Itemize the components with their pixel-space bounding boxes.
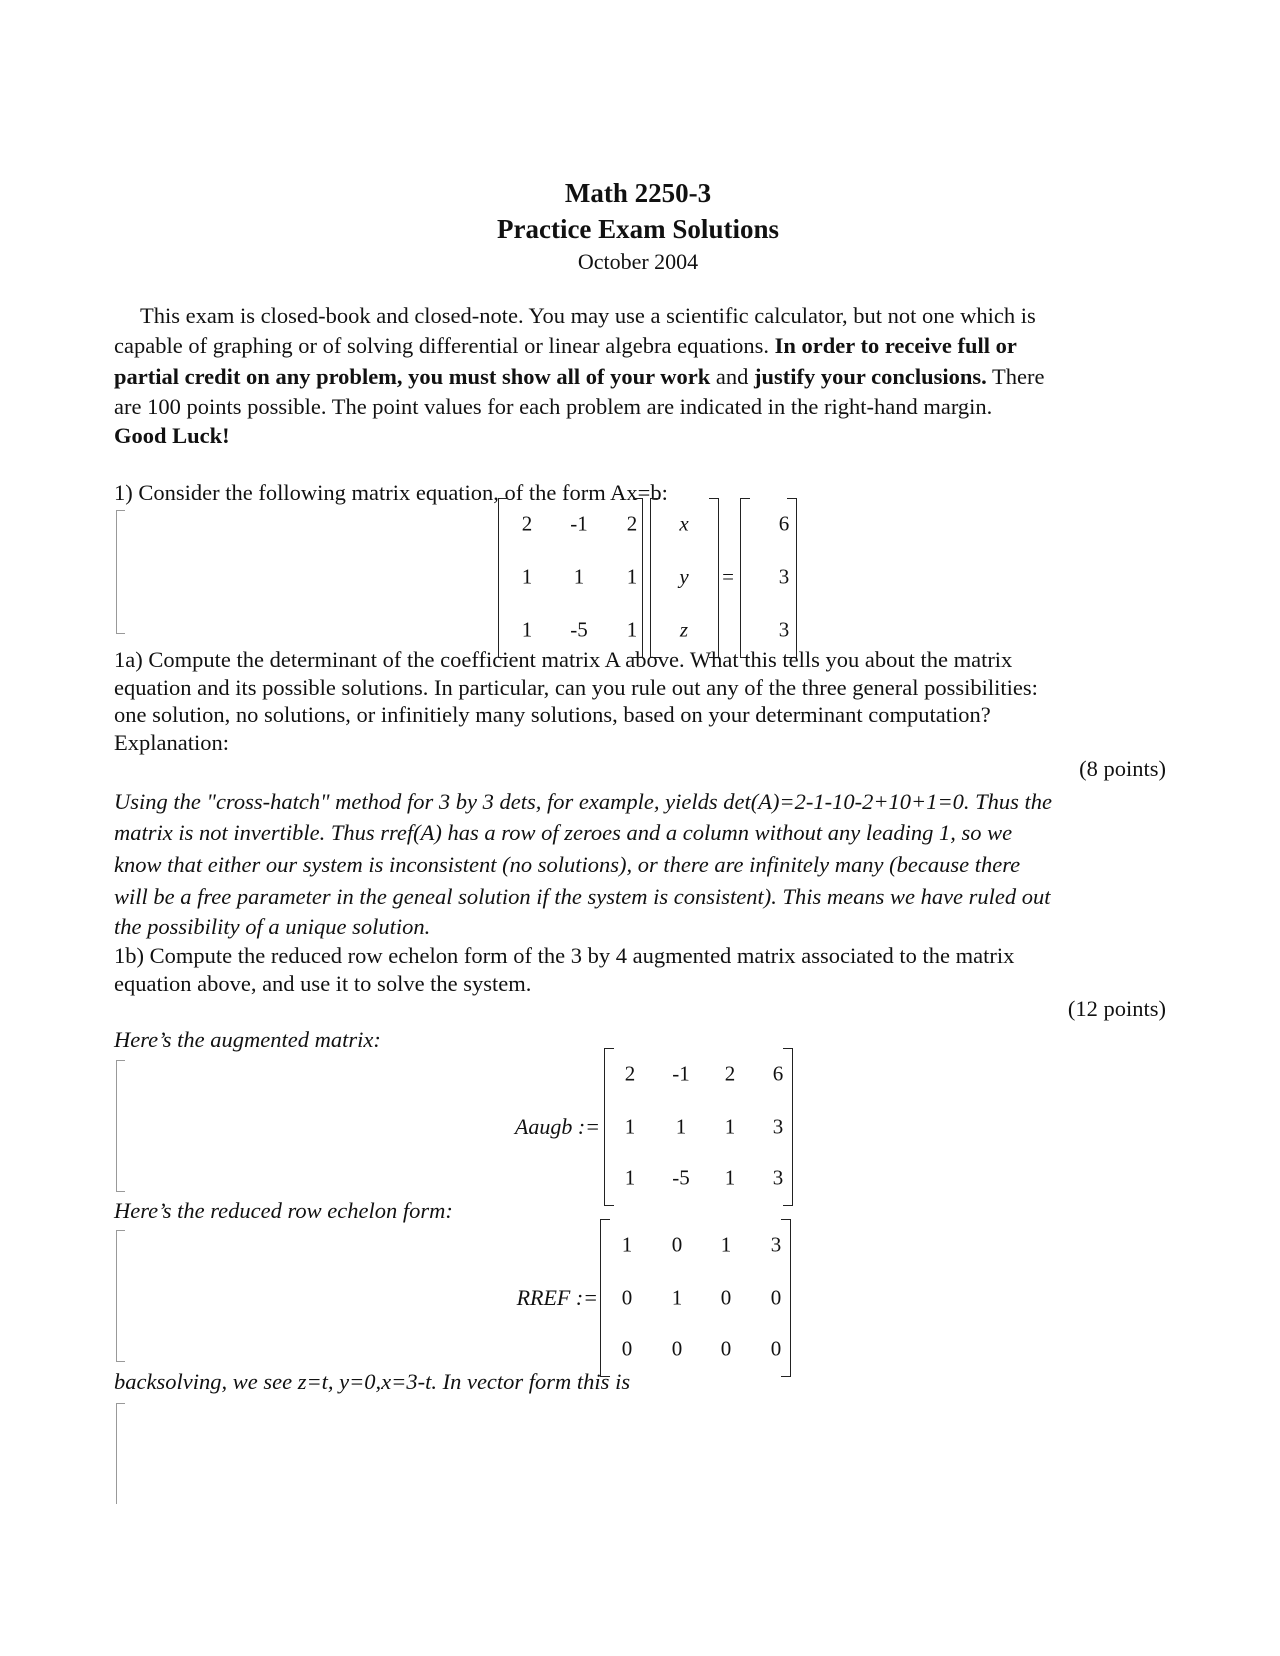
matrix-entry: 3: [778, 564, 790, 589]
points-1b: (12 points): [1067, 996, 1166, 1021]
document-title: Practice Exam Solutions: [497, 214, 779, 244]
intro-line: [114, 362, 1044, 392]
matrix-entry: 0: [671, 1232, 683, 1257]
question-line: Explanation:: [114, 730, 229, 755]
question-line: one solution, no solutions, or infinitiely many solutions, based on your determinant computation?: [114, 702, 991, 727]
question-line: equation above, and use it to solve the system.: [114, 971, 532, 996]
bold-text: partial credit on any problem, you must show all of your work: [114, 364, 711, 389]
answer-line: the possibility of a unique solution.: [114, 914, 431, 939]
matrix-entry: 3: [778, 617, 790, 642]
group-bracket: [116, 510, 125, 634]
matrix-entry: 1: [521, 617, 533, 642]
matrix-entry: 3: [772, 1165, 784, 1190]
matrix-entry: 1: [626, 617, 638, 642]
matrix-entry: 0: [770, 1336, 782, 1361]
matrix-entry: 2: [724, 1061, 736, 1086]
matrix-entry: 1: [724, 1165, 736, 1190]
text: are 100 points possible. The point values for each problem are indicated in the right-hand margin.: [114, 394, 993, 419]
intro-line: [114, 421, 230, 451]
course-title: Math 2250-3: [564, 178, 712, 208]
matrix-entry: -1: [672, 1061, 690, 1086]
matrix-entry: 0: [720, 1336, 732, 1361]
matrix-entry: x: [679, 511, 689, 536]
matrix-entry: 1: [671, 1285, 683, 1310]
answer-line: Using the "cross-hatch" method for 3 by 3 dets, for example, yields det(A)=2-1-10-2+10+1=0. Thus the: [114, 789, 1053, 814]
matrix-entry: z: [679, 617, 689, 642]
rref-intro: Here’s the reduced row echelon form:: [114, 1198, 453, 1223]
matrix-entry: -1: [570, 511, 588, 536]
intro-line: [140, 301, 1036, 331]
matrix-entry: 1: [624, 1114, 636, 1139]
question-line: 1a) Compute the determinant of the coefficient matrix A above. What this tells you about the matrix: [114, 647, 1013, 672]
bold-text: In order to receive full or: [774, 333, 1017, 358]
intro-line: [114, 392, 992, 422]
bracket-left: [740, 498, 750, 658]
matrix-entry: 2: [624, 1061, 636, 1086]
augmented-label: Aaugb :=: [514, 1114, 600, 1139]
answer-line: know that either our system is inconsistent (no solutions), or there are infinitely many (because there: [114, 852, 1021, 877]
matrix-entry: 0: [720, 1285, 732, 1310]
points-1a: (8 points): [1079, 756, 1166, 781]
answer-line: matrix is not invertible. Thus rref(A) has a row of zeroes and a column without any leading 1, so we: [114, 820, 1013, 845]
matrix-entry: 6: [772, 1061, 784, 1086]
equals-sign: =: [722, 564, 734, 589]
matrix-entry: 3: [772, 1114, 784, 1139]
bracket-left: [498, 498, 508, 658]
matrix-entry: 2: [626, 511, 638, 536]
rref-label: RREF :=: [516, 1285, 598, 1310]
matrix-entry: 0: [770, 1285, 782, 1310]
matrix-entry: 1: [621, 1232, 633, 1257]
matrix-entry: 0: [671, 1336, 683, 1361]
matrix-entry: y: [679, 564, 689, 589]
matrix-entry: 1: [626, 564, 638, 589]
matrix-entry: 6: [778, 511, 790, 536]
text: There: [986, 364, 1045, 389]
matrix-entry: 0: [621, 1336, 633, 1361]
matrix-entry: 0: [621, 1285, 633, 1310]
matrix-entry: 1: [724, 1114, 736, 1139]
intro-line: [114, 331, 1017, 361]
bracket-left: [604, 1048, 614, 1206]
group-bracket: [116, 1403, 125, 1504]
text: capable of graphing or of solving differential or linear algebra equations.: [114, 333, 775, 358]
question-line: equation and its possible solutions. In particular, can you rule out any of the three general possibilities:: [114, 675, 1038, 700]
group-bracket: [116, 1230, 125, 1362]
matrix-entry: 2: [521, 511, 533, 536]
matrix-entry: 1: [675, 1114, 687, 1139]
matrix-entry: -5: [672, 1165, 690, 1190]
matrix-entry: 1: [573, 564, 585, 589]
matrix-entry: 1: [624, 1165, 636, 1190]
augmented-intro: Here’s the augmented matrix:: [114, 1027, 381, 1052]
text: This exam is closed-book and closed-note. You may use a scientific calculator, but not one which is: [140, 303, 1036, 328]
text: and: [710, 364, 755, 389]
matrix-entry: -5: [570, 617, 588, 642]
group-bracket: [116, 1060, 125, 1192]
bold-text: Good Luck!: [114, 423, 230, 448]
bracket-left: [600, 1219, 610, 1377]
document-date: October 2004: [577, 249, 699, 274]
matrix-entry: 1: [720, 1232, 732, 1257]
matrix-entry: 1: [521, 564, 533, 589]
backsolve-text: backsolving, we see z=t, y=0,x=3-t. In vector form this is: [114, 1369, 631, 1394]
bracket-left: [650, 498, 660, 658]
problem-1-prompt: 1) Consider the following matrix equation, of the form Ax=b:: [114, 480, 668, 505]
answer-line: will be a free parameter in the geneal solution if the system is consistent). This means we have ruled out: [114, 884, 1051, 909]
matrix-entry: 3: [770, 1232, 782, 1257]
bold-text: justify your conclusions.: [754, 364, 987, 389]
question-line: 1b) Compute the reduced row echelon form of the 3 by 4 augmented matrix associated to the matrix: [114, 943, 1015, 968]
